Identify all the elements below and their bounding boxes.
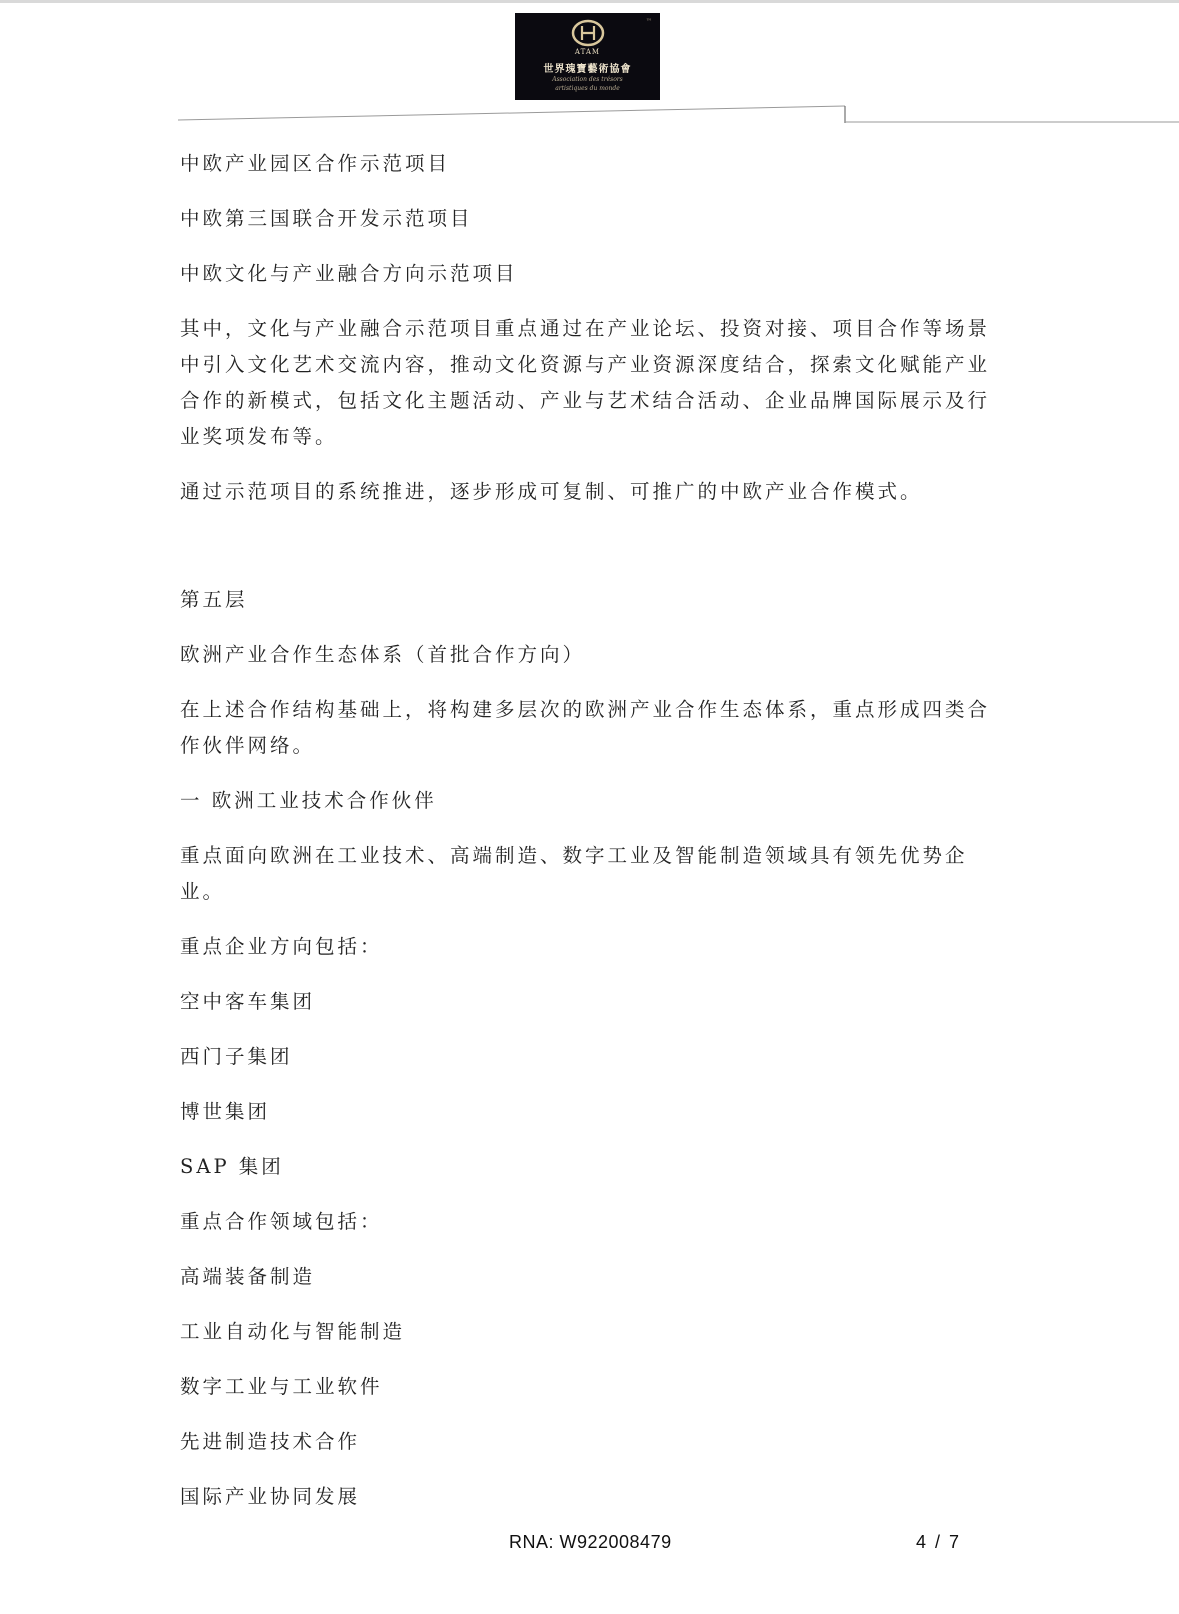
paragraph: 中欧第三国联合开发示范项目 — [180, 207, 473, 230]
paragraph: 在上述合作结构基础上，将构建多层次的欧洲产业合作生态体系，重点形成四类合作伙伴网络。 — [180, 698, 991, 757]
list-item: 数字工业与工业软件 — [180, 1375, 383, 1398]
list-item: 空中客车集团 — [180, 990, 316, 1013]
gh-monogram-icon — [568, 18, 608, 48]
logo-abbr: ATAM — [574, 48, 601, 56]
paragraph: 其中，文化与产业融合示范项目重点通过在产业论坛、投资对接、项目合作等场景中引入文化艺术交流内容，推动文化资源与产业资源深度结合，探索文化赋能产业合作的新模式，包括文化主题活动、产业与艺术结合活动、企业品牌国际展示及行业奖项发布等。 — [180, 317, 991, 448]
list-item: 先进制造技术合作 — [180, 1430, 361, 1453]
paragraph: 重点面向欧洲在工业技术、高端制造、数字工业及智能制造领域具有领先优势企业。 — [180, 844, 968, 903]
document-body — [180, 146, 990, 1534]
section-heading: 第五层 — [180, 588, 248, 611]
logo-subtitle-line2: artistiques du monde — [555, 85, 620, 92]
logo-name: 世界瑰寶藝術協會 — [543, 64, 632, 75]
logo-trademark: ™ — [646, 18, 652, 25]
header-rule — [0, 104, 1179, 124]
list-item: 工业自动化与智能制造 — [180, 1320, 406, 1343]
list-item: 国际产业协同发展 — [180, 1485, 361, 1508]
list-item: SAP 集团 — [180, 1155, 284, 1178]
paragraph: 中欧文化与产业融合方向示范项目 — [180, 262, 518, 285]
footer-rna: RNA: W922008479 — [509, 1532, 672, 1552]
list-heading: 重点合作领域包括： — [180, 1210, 383, 1233]
list-item: 博世集团 — [180, 1100, 271, 1123]
subsection-heading: 一 欧洲工业技术合作伙伴 — [180, 789, 437, 812]
paragraph: 中欧产业园区合作示范项目 — [180, 152, 451, 175]
list-item: 高端装备制造 — [180, 1265, 316, 1288]
page-top-edge — [0, 0, 1179, 3]
section-subtitle: 欧洲产业合作生态体系（首批合作方向） — [180, 643, 586, 666]
list-heading: 重点企业方向包括： — [180, 935, 383, 958]
list-item: 西门子集团 — [180, 1045, 293, 1068]
logo-subtitle-line1: Association des trésors — [552, 76, 623, 83]
atam-logo — [515, 13, 660, 100]
paragraph: 通过示范项目的系统推进，逐步形成可复制、可推广的中欧产业合作模式。 — [180, 480, 923, 503]
page-number: 4 / 7 — [916, 1532, 960, 1552]
